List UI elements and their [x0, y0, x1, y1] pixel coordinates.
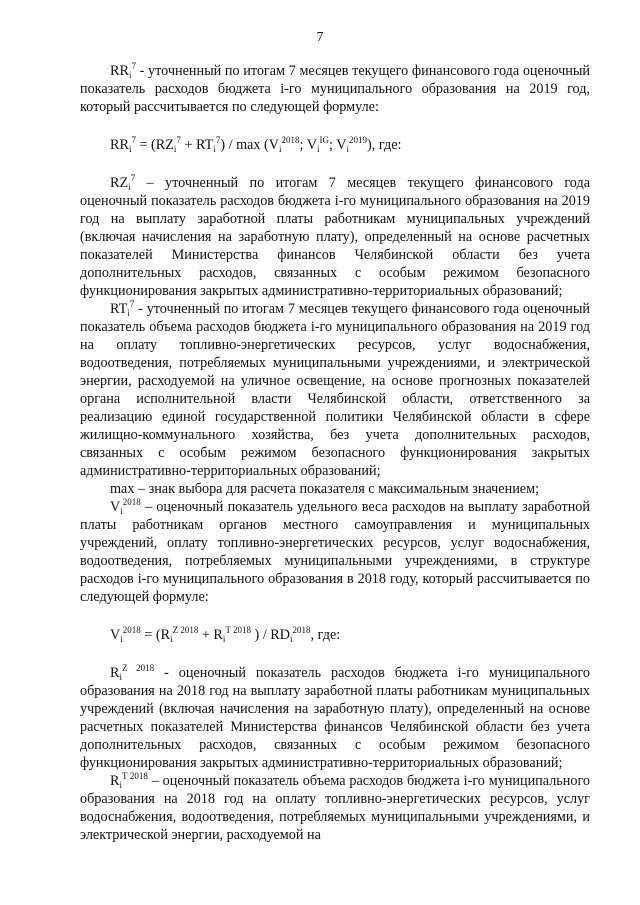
v-definition-text: – оценочный показатель удельного веса расходов на выплату заработной платы работникам органов местного самоуправления и муниципальных учреждений, оплату топливно-энергетических ресурсов, услуг водоснабжения, водоотведения, потребляемых муниципальными учреждениями, в структуре расходов i-го муниципального образования в 2018 году, который рассчитывается по следующей формуле: [80, 499, 590, 605]
rz2018-definition [80, 664, 590, 772]
rz-definition [80, 174, 590, 300]
rt2018-symbol: $R_i^{T 2018}$ [110, 771, 148, 790]
formula-v: $V_i^{2018} = (R_i^{Z 2018} + R_i^{T 2018}$ ) / $RD_i^{2018}$, где: [110, 625, 341, 644]
rt-symbol: $RT_i^7$ [110, 299, 135, 318]
formula-rr: $RR_i^7 = (RZ_i^7 + RT_i^7) / \max (V_i^{2018}$; $V_i^{IG}$; $V_i^{2019}$), где: [110, 135, 402, 154]
rz-symbol: $RZ_i^7$ [110, 173, 136, 192]
rt2018-definition [80, 772, 590, 844]
v-definition [80, 498, 590, 606]
rr-definition-text: - уточненный по итогам 7 месяцев текущего финансового года оценочный показатель расходов бюджета i-го муниципального образования на 2019 год, который рассчитывается по следующей формуле: [80, 63, 590, 115]
page-number: 7 [316, 30, 324, 45]
rz2018-symbol: $R_i^{Z 2018}$ [110, 663, 155, 682]
rr-definition [80, 62, 590, 116]
max-definition: max – знак выбора для расчета показателя с максимальным значением; [110, 481, 540, 497]
rt2018-definition-text: – оценочный показатель объема расходов бюджета i-го муниципального образования на 2018 год на оплату топливно-энергетических ресурсов, услуг водоснабжения, водоотведения, потребляемых муниципальными учреждениями, и электрической энергии, расходуемой на [80, 773, 590, 843]
rr-symbol: $RR_i^7$ [110, 61, 136, 80]
rz2018-definition-text: - оценочный показатель расходов бюджета i-го муниципального образования на 2018 год на выплату заработной платы работникам муниципальных учреждений (включая начисления на заработную плату), определенный на основе расчетных показателей Министерства финансов Челябинской области без учета дополнительных расходов, связанных с особым режимом безопасного функционирования закрытых административно-территориальных образований; [80, 665, 591, 771]
rt-definition [80, 300, 590, 480]
v-symbol: $V_i^{2018}$ [110, 497, 141, 516]
document-body [80, 62, 590, 844]
rz-definition-text: – уточненный по итогам 7 месяцев текущего финансового года оценочный показатель расходов бюджета i-го муниципального образования на 2019 год на выплату заработной платы работникам муниципальных учреждений (включая начисления на заработную плату), определенный на основе расчетных показателей Министерства финансов Челябинской области без учета дополнительных расходов, связанных с особым режимом безопасного функционирования закрытых административно-территориальных образований; [80, 175, 590, 299]
rt-definition-text: - уточненный по итогам 7 месяцев текущего финансового года оценочный показатель объема расходов бюджета i-го муниципального образования на 2019 год на оплату топливно-энергетических ресурсов, услуг водоснабжения, водоотведения, потребляемых муниципальными учреждениями, и электрической энергии, расходуемой на уличное освещение, на основе прогнозных показателей органа исполнительной власти Челябинской области, ответственного за реализацию единой государственной политики Челябинской области в сфере жилищно-коммунального хозяйства, без учета дополнительных расходов, связанных с особым режимом безопасного функционирования закрытых административно-территориальных образований; [80, 301, 590, 479]
